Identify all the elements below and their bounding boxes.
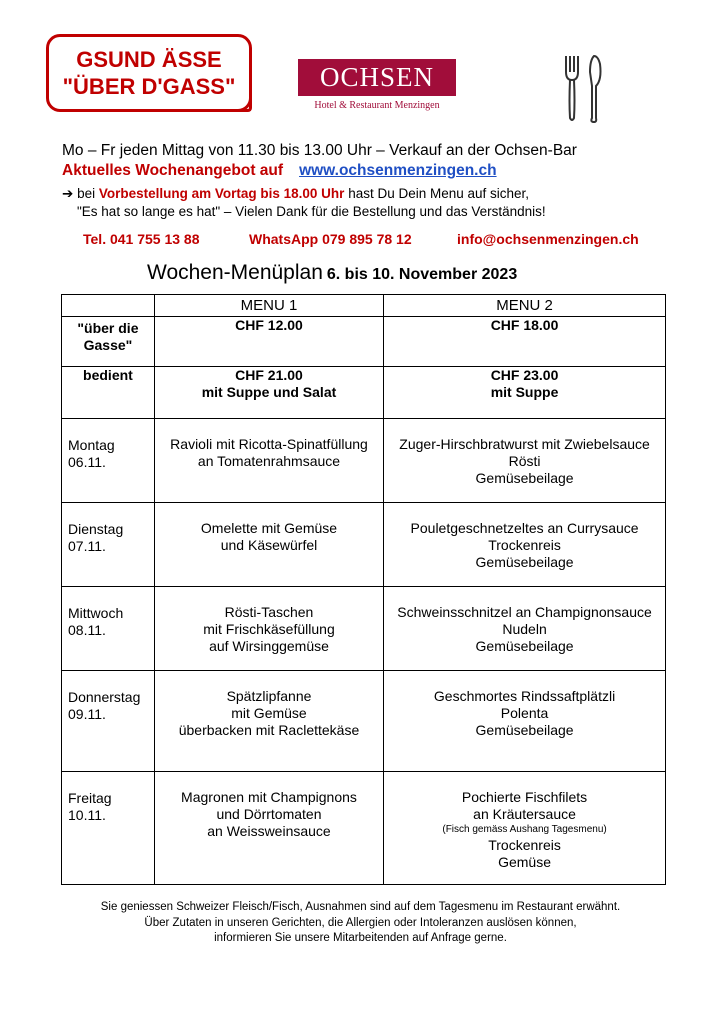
header-menu1: MENU 1 [154, 295, 383, 317]
badge-line1: GSUND ÄSSE [76, 47, 222, 72]
header-empty [62, 295, 155, 317]
title-main: Wochen-Menüplan [147, 261, 323, 284]
whatsapp-number: WhatsApp 079 895 78 12 [249, 231, 412, 247]
dish-line: Rösti [508, 453, 541, 469]
dish-line: Nudeln [502, 621, 547, 637]
dish-line: Gemüsebeilage [475, 638, 574, 654]
menu1-dish [154, 671, 383, 772]
menu-table [61, 294, 666, 885]
dish-line: Spätzlipfanne [226, 688, 312, 704]
dish-line: und Käsewürfel [220, 537, 318, 553]
menu2-dish [384, 503, 666, 587]
dish-line: Gemüse [498, 854, 551, 870]
phone-number: Tel. 041 755 13 88 [83, 231, 200, 247]
weekly-offer-line [62, 162, 497, 180]
dish-line: Trockenreis [488, 837, 561, 853]
footer-line2: Über Zutaten in unseren Gerichten, die Allergien oder Intoleranzen auslösen können, [144, 916, 577, 929]
day-date: 09.11. [68, 706, 106, 722]
price-value: CHF 21.00 [235, 367, 303, 383]
day-name: Donnerstag [68, 689, 141, 705]
day-cell [62, 587, 155, 671]
gsund-asse-badge [46, 34, 252, 112]
day-name: Dienstag [68, 521, 124, 537]
dish-line: Trockenreis [488, 537, 561, 553]
dish-line: Pouletgeschnetzeltes an Currysauce [410, 520, 639, 536]
day-date: 08.11. [68, 622, 106, 638]
dish-line: und Dörrtomaten [216, 806, 322, 822]
price-menu1-takeaway: CHF 12.00 [154, 317, 383, 367]
arrow-icon: ➔ [62, 186, 74, 201]
price-menu2-served [384, 367, 666, 419]
ochsen-logo-subtitle: Hotel & Restaurant Menzingen [314, 100, 440, 111]
dish-line: überbacken mit Raclettekäse [178, 722, 360, 738]
day-name: Montag [68, 437, 115, 453]
weekly-offer-text: Aktuelles Wochenangebot auf [62, 162, 284, 179]
thanks-line: "Es hat so lange es hat" – Vielen Dank für die Bestellung und das Verständnis! [77, 204, 546, 219]
menu1-dish [154, 419, 383, 503]
price-note: mit Suppe [490, 384, 559, 400]
table-row [62, 587, 666, 671]
table-row [62, 503, 666, 587]
price-menu1-served [154, 367, 383, 419]
dish-line: auf Wirsinggemüse [209, 638, 329, 654]
menu2-dish [384, 772, 666, 885]
preorder-deadline: Vorbestellung am Vortag bis 18.00 Uhr [98, 186, 345, 201]
email-address[interactable]: info@ochsenmenzingen.ch [457, 231, 639, 247]
day-cell [62, 772, 155, 885]
dish-line: Geschmortes Rindssaftplätzli [433, 688, 616, 704]
table-row [62, 419, 666, 503]
menu1-dish [154, 772, 383, 885]
menu2-dish [384, 419, 666, 503]
website-link[interactable]: www.ochsenmenzingen.ch [299, 162, 497, 179]
day-name: Mittwoch [68, 605, 124, 621]
dish-line: an Tomatenrahmsauce [197, 453, 341, 469]
price-label-takeaway: "über die Gasse" [62, 317, 155, 367]
day-cell [62, 503, 155, 587]
fork-knife-icon [560, 52, 604, 124]
menu1-dish [154, 503, 383, 587]
day-name: Freitag [68, 790, 112, 806]
menu2-dish [384, 587, 666, 671]
day-cell [62, 419, 155, 503]
price-row-served [62, 367, 666, 419]
dish-line: Gemüsebeilage [475, 554, 574, 570]
footer-note [0, 900, 721, 947]
dish-line: an Weissweinsauce [207, 823, 331, 839]
dish-note: (Fisch gemäss Aushang Tagesmenu) [442, 824, 607, 835]
price-row-takeaway [62, 317, 666, 367]
day-date: 10.11. [68, 807, 106, 823]
dish-line: an Kräutersauce [473, 806, 576, 822]
dish-line: Magronen mit Champignons [181, 789, 357, 805]
menu2-dish [384, 671, 666, 772]
price-menu2-takeaway: CHF 18.00 [384, 317, 666, 367]
price-value: CHF 23.00 [490, 367, 559, 383]
day-date: 07.11. [68, 538, 106, 554]
day-date: 06.11. [68, 454, 106, 470]
price-label-served: bedient [62, 367, 155, 419]
dish-line: mit Frischkäsefüllung [203, 621, 335, 637]
ochsen-logo: OCHSEN [298, 59, 456, 96]
dish-line: Schweinsschnitzel an Champignonsauce [397, 604, 652, 620]
badge-line2: "ÜBER D'GASS" [62, 74, 236, 99]
dish-line: Omelette mit Gemüse [200, 520, 338, 536]
footer-line1: Sie geniessen Schweizer Fleisch/Fisch, Ausnahmen sind auf dem Tagesmenu im Restaurant erwähnt. [100, 901, 621, 913]
dish-line: Gemüsebeilage [475, 470, 574, 486]
opening-hours: Mo – Fr jeden Mittag von 11.30 bis 13.00 Uhr – Verkauf an der Ochsen-Bar [62, 142, 577, 159]
preorder-pre: bei [77, 186, 96, 201]
footer-line3: informieren Sie unsere Mitarbeitenden auf Anfrage gerne. [214, 932, 507, 944]
dish-line: Zuger-Hirschbratwurst mit Zwiebelsauce [399, 436, 650, 452]
price-note: mit Suppe und Salat [201, 384, 337, 400]
preorder-line [62, 186, 529, 202]
dish-line: Ravioli mit Ricotta-Spinatfüllung [170, 436, 368, 452]
dish-line: Gemüsebeilage [475, 722, 574, 738]
table-row [62, 671, 666, 772]
title-dates: 6. bis 10. November 2023 [326, 266, 518, 283]
dish-line: Rösti-Taschen [224, 604, 314, 620]
preorder-post: hast Du Dein Menu auf sicher, [348, 186, 530, 201]
table-header-row [62, 295, 666, 317]
dish-line: Pochierte Fischfilets [461, 789, 588, 805]
day-cell [62, 671, 155, 772]
dish-line: mit Gemüse [231, 705, 307, 721]
table-row [62, 772, 666, 885]
page-title [147, 261, 517, 285]
header-menu2: MENU 2 [384, 295, 666, 317]
menu1-dish [154, 587, 383, 671]
dish-line: Polenta [500, 705, 549, 721]
